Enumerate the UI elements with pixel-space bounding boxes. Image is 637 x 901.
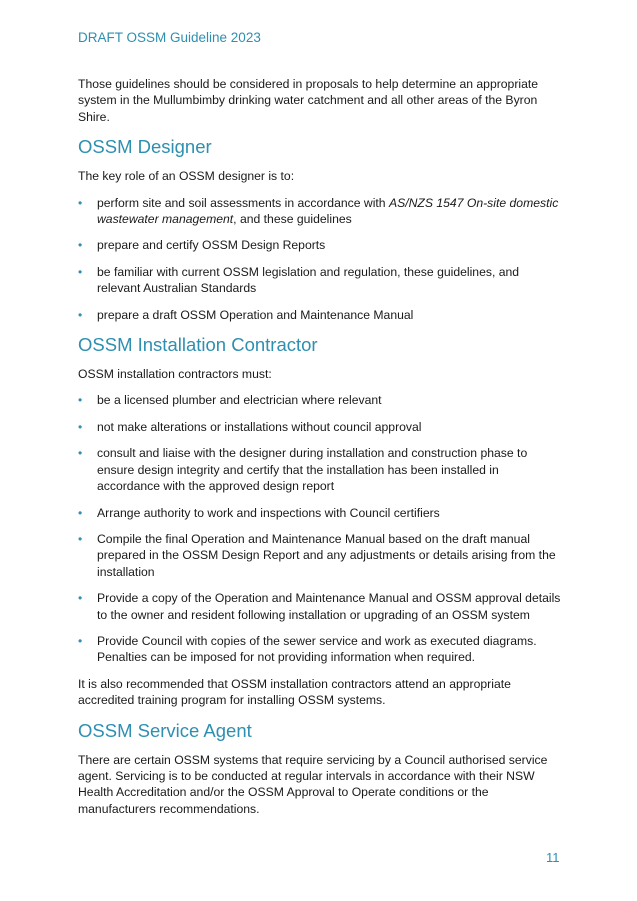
bullet-icon: •: [78, 195, 83, 210]
bullet-icon: •: [78, 238, 83, 253]
list-item: [78, 237, 562, 253]
designer-item-1-text: perform site and soil assessments in accordance with: [97, 195, 389, 210]
list-item: [78, 445, 562, 494]
contractor-item-text: not make alterations or installations without council approval: [97, 419, 422, 434]
bullet-icon: •: [78, 307, 83, 322]
bullet-icon: •: [78, 633, 83, 648]
list-item: [78, 531, 562, 580]
designer-item-2-text: prepare and certify OSSM Design Reports: [97, 238, 326, 253]
bullet-icon: •: [78, 446, 83, 461]
contractor-item-text: Compile the final Operation and Maintenance Manual based on the draft manual prepared in the OSSM Design Report and any adjustments or details arising from the installation: [97, 531, 556, 579]
heading-ossm-service-agent: OSSM Service Agent: [78, 719, 252, 741]
bullet-icon: •: [78, 419, 83, 434]
designer-item-3-text: be familiar with current OSSM legislation and regulation, these guidelines, and relevant Australian Standards: [97, 264, 520, 296]
bullet-icon: •: [78, 393, 83, 408]
list-item: [78, 392, 562, 408]
contractor-item-text: be a licensed plumber and electrician where relevant: [97, 393, 382, 408]
page-content: [78, 76, 562, 817]
designer-item-1-suffix: , and these guidelines: [233, 212, 352, 227]
list-item: [78, 195, 562, 228]
standard-citation: AS/NZS 1547 On-site domestic wastewater management: [97, 195, 559, 227]
list-item: [78, 307, 562, 323]
heading-ossm-installation-contractor: OSSM Installation Contractor: [78, 334, 318, 356]
list-item: [78, 419, 562, 435]
service-agent-paragraph: There are certain OSSM systems that require servicing by a Council authorised service agent. Servicing is to be conducted at regular intervals in accordance with their NSW Health Accreditation and/or the OSSM Approval to Operate conditions or the manufacturers recommendations.: [78, 752, 548, 816]
contractor-item-text: consult and liaise with the designer during installation and construction phase to ensure design integrity and certify that the installation has been installed in accordance with the approved design report: [97, 446, 528, 494]
list-item: [78, 264, 562, 297]
contractor-lead: OSSM installation contractors must:: [78, 367, 272, 382]
contractor-list: [78, 392, 562, 665]
contractor-closing-paragraph: It is also recommended that OSSM installation contractors attend an appropriate accredited training program for installing OSSM systems.: [78, 676, 511, 708]
list-item: [78, 633, 562, 666]
bullet-icon: •: [78, 505, 83, 520]
list-item: [78, 505, 562, 521]
bullet-icon: •: [78, 264, 83, 279]
designer-lead: The key role of an OSSM designer is to:: [78, 169, 295, 184]
contractor-item-text: Arrange authority to work and inspections with Council certifiers: [97, 505, 440, 520]
designer-item-4-text: prepare a draft OSSM Operation and Maintenance Manual: [97, 307, 414, 322]
contractor-item-text: Provide Council with copies of the sewer service and work as executed diagrams. Penalties can be imposed for not providing information when required.: [97, 633, 537, 665]
heading-ossm-designer: OSSM Designer: [78, 136, 212, 158]
page-number: 11: [546, 850, 560, 865]
list-item: [78, 590, 562, 623]
intro-paragraph: Those guidelines should be considered in proposals to help determine an appropriate system in the Mullumbimby drinking water catchment and all other areas of the Byron Shire.: [78, 77, 539, 124]
contractor-item-text: Provide a copy of the Operation and Maintenance Manual and OSSM approval details to the owner and resident following installation or upgrading of an OSSM system: [97, 591, 561, 622]
running-header: DRAFT OSSM Guideline 2023: [78, 30, 261, 45]
designer-list: [78, 195, 562, 323]
bullet-icon: •: [78, 591, 83, 606]
bullet-icon: •: [78, 531, 83, 546]
